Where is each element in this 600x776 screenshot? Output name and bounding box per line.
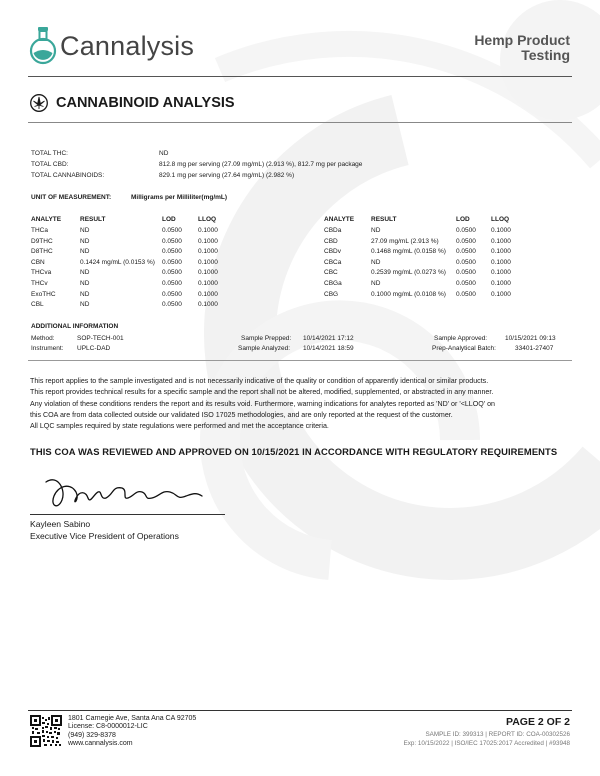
table-cell-result: ND [80, 227, 90, 234]
unit-label: UNIT OF MEASUREMENT: [31, 194, 112, 201]
disclaimer [30, 376, 495, 432]
flask-icon [28, 27, 58, 65]
additional-info-title: ADDITIONAL INFORMATION [31, 323, 119, 330]
table-cell-result: ND [80, 248, 90, 256]
table-cell-lod: 0.0500 [456, 248, 476, 256]
table-cell-lloq: 0.1000 [198, 301, 218, 309]
footer-address: 1801 Carnegie Ave, Santa Ana CA 92705 [68, 715, 197, 722]
table-cell-lod: 0.0500 [162, 269, 182, 277]
table-cell-lloq: 0.1000 [491, 227, 511, 234]
table-header-result: RESULT [80, 216, 106, 223]
instrument-label: Instrument: [31, 345, 64, 352]
table-cell-lod: 0.0500 [456, 237, 476, 245]
table-cell-lod: 0.0500 [162, 248, 182, 256]
page-number: PAGE 2 OF 2 [506, 716, 570, 728]
sample-approved-value: 10/15/2021 09:13 [505, 335, 556, 342]
footer-website: www.cannalysis.com [68, 740, 133, 748]
table-cell-lloq: 0.1000 [198, 258, 218, 266]
footer-phone: (949) 329-8378 [68, 731, 116, 739]
total-cbd-value: 812.8 mg per serving (27.09 mg/mL) (2.913 %), 812.7 mg per package [159, 161, 363, 168]
footer-divider [28, 710, 572, 711]
signature-line [30, 514, 225, 515]
table-header-lod: LOD [162, 216, 176, 223]
table-cell-result: ND [371, 258, 381, 266]
table-cell-lod: 0.0500 [162, 280, 182, 287]
table-header-analyte: ANALYTE [31, 216, 62, 223]
instrument-value: UPLC-DAD [77, 345, 111, 352]
disclaimer-line: Any violation of these conditions renders the report and its results void. Furthermore, warning indications for analytes reported as 'ND' or '<LLOQ' on [30, 399, 495, 408]
table-header-lloq: LLOQ [491, 216, 510, 223]
table-header-analyte: ANALYTE [324, 216, 355, 223]
signatory-name: Kayleen Sabino [30, 519, 91, 529]
header-divider [28, 76, 572, 77]
table-cell-result: 0.1000 mg/mL (0.0108 %) [371, 290, 446, 298]
footer-ids: SAMPLE ID: 399313 | REPORT ID: COA-00302526 [425, 731, 570, 738]
table-cell-lloq: 0.1000 [198, 227, 218, 234]
table-cell-analyte: D9THC [31, 237, 53, 245]
footer-contact [68, 715, 196, 749]
method-label: Method: [31, 335, 55, 342]
table-cell-lod: 0.0500 [162, 258, 182, 266]
table-cell-result: ND [80, 301, 90, 309]
table-cell-analyte: CBD [324, 237, 338, 245]
table-cell-lloq: 0.1000 [491, 290, 511, 298]
table-cell-analyte: D8THC [31, 248, 53, 256]
table-cell-lod: 0.0500 [456, 258, 476, 266]
brand-name: Cannalysis [60, 30, 195, 61]
table-cell-lod: 0.0500 [162, 237, 182, 245]
table-cell-lloq: 0.1000 [198, 269, 218, 277]
sample-analyzed-label: Sample Analyzed: [238, 345, 291, 352]
report-type-line-1: Hemp Product [474, 32, 570, 48]
table-cell-analyte: CBG [324, 290, 339, 298]
table-cell-lod: 0.0500 [456, 227, 476, 234]
sample-prepped-label: Sample Prepped: [241, 335, 292, 342]
table-cell-result: 27.09 mg/mL (2.913 %) [371, 237, 439, 245]
report-type-line-2: Testing [521, 47, 570, 63]
total-cannabinoids-value: 829.1 mg per serving (27.64 mg/mL) (2.982 %) [159, 172, 295, 179]
table-cell-lod: 0.0500 [456, 290, 476, 298]
method-value: SOP-TECH-001 [77, 335, 124, 342]
table-cell-analyte: ExoTHC [31, 290, 56, 298]
section-divider [28, 122, 572, 123]
leaf-icon [30, 94, 48, 112]
table-cell-result: ND [80, 237, 90, 245]
disclaimer-line: this COA are from data collected outside our validated ISO 17025 methodologies, and are only reported at the request of the customer. [30, 410, 453, 419]
table-cell-lod: 0.0500 [456, 280, 476, 287]
footer-expiration: Exp: 10/15/2022 | ISO/IEC 17025:2017 Accredited | #93948 [403, 740, 570, 747]
unit-value: Milligrams per Milliliter(mg/mL) [131, 194, 228, 201]
info-divider [28, 360, 572, 361]
section-header [30, 94, 235, 112]
table-cell-result: 0.1468 mg/mL (0.0158 %) [371, 248, 446, 256]
table-cell-lod: 0.0500 [162, 290, 182, 298]
table-cell-analyte: THCva [31, 269, 52, 277]
table-cell-lloq: 0.1000 [491, 248, 511, 256]
table-cell-result: ND [371, 227, 381, 234]
table-cell-result: ND [80, 280, 90, 287]
disclaimer-line: This report applies to the sample investigated and is not necessarily indicative of the quality or condition of apparently identical or similar products. [30, 377, 489, 385]
table-cell-lod: 0.0500 [456, 269, 476, 277]
table-cell-result: ND [80, 269, 90, 277]
brand-logo [28, 26, 194, 66]
approval-statement: THIS COA WAS REVIEWED AND APPROVED ON 10/15/2021 IN ACCORDANCE WITH REGULATORY REQUIREMENTS [30, 446, 558, 457]
table-header-lloq: LLOQ [198, 216, 217, 223]
table-cell-analyte: CBL [31, 301, 44, 309]
footer-license: License: C8-0000012-LIC [68, 723, 148, 731]
table-cell-lloq: 0.1000 [198, 237, 218, 245]
table-cell-lloq: 0.1000 [198, 280, 218, 287]
table-cell-analyte: THCv [31, 280, 48, 287]
sample-prepped-value: 10/14/2021 17:12 [303, 335, 354, 342]
signatory-title: Executive Vice President of Operations [30, 531, 179, 541]
section-title: CANNABINOID ANALYSIS [56, 95, 235, 111]
disclaimer-line: This report provides technical results for a specific sample and the report shall not be altered, modified, supplemented, or abstracted in any manner. [30, 388, 494, 397]
table-cell-result: 0.2539 mg/mL (0.0273 %) [371, 269, 446, 277]
table-cell-lloq: 0.1000 [491, 269, 511, 277]
disclaimer-line: All LQC samples required by state regulations were performed and met the acceptance criteria. [30, 422, 329, 431]
table-cell-analyte: THCa [31, 227, 48, 234]
total-cbd-label: TOTAL CBD: [31, 161, 69, 168]
total-thc-label: TOTAL THC: [31, 150, 68, 157]
table-cell-lloq: 0.1000 [198, 248, 218, 256]
table-cell-analyte: CBC [324, 269, 338, 277]
table-cell-analyte: CBGa [324, 280, 342, 287]
table-cell-analyte: CBCa [324, 258, 342, 266]
report-type [474, 33, 570, 63]
table-cell-lod: 0.0500 [162, 301, 182, 309]
table-cell-lloq: 0.1000 [198, 290, 218, 298]
table-cell-result: ND [371, 280, 381, 287]
total-cannabinoids-label: TOTAL CANNABINOIDS: [31, 172, 105, 179]
table-cell-analyte: CBN [31, 258, 45, 266]
table-cell-result: ND [80, 290, 90, 298]
table-header-lod: LOD [456, 216, 470, 223]
table-cell-lloq: 0.1000 [491, 258, 511, 266]
prep-batch-value: 33401-27407 [515, 345, 554, 352]
table-cell-lod: 0.0500 [162, 227, 182, 234]
table-header-result: RESULT [371, 216, 397, 223]
sample-analyzed-value: 10/14/2021 18:59 [303, 345, 354, 352]
qr-code-icon [30, 715, 62, 747]
total-thc-value: ND [159, 150, 169, 157]
sample-approved-label: Sample Approved: [434, 335, 488, 342]
prep-batch-label: Prep-Analytical Batch: [432, 345, 496, 352]
table-cell-lloq: 0.1000 [491, 237, 511, 245]
table-cell-lloq: 0.1000 [491, 280, 511, 287]
table-cell-analyte: CBDv [324, 248, 341, 256]
table-cell-result: 0.1424 mg/mL (0.0153 %) [80, 258, 155, 266]
signature [36, 470, 216, 514]
table-cell-analyte: CBDa [324, 227, 342, 234]
